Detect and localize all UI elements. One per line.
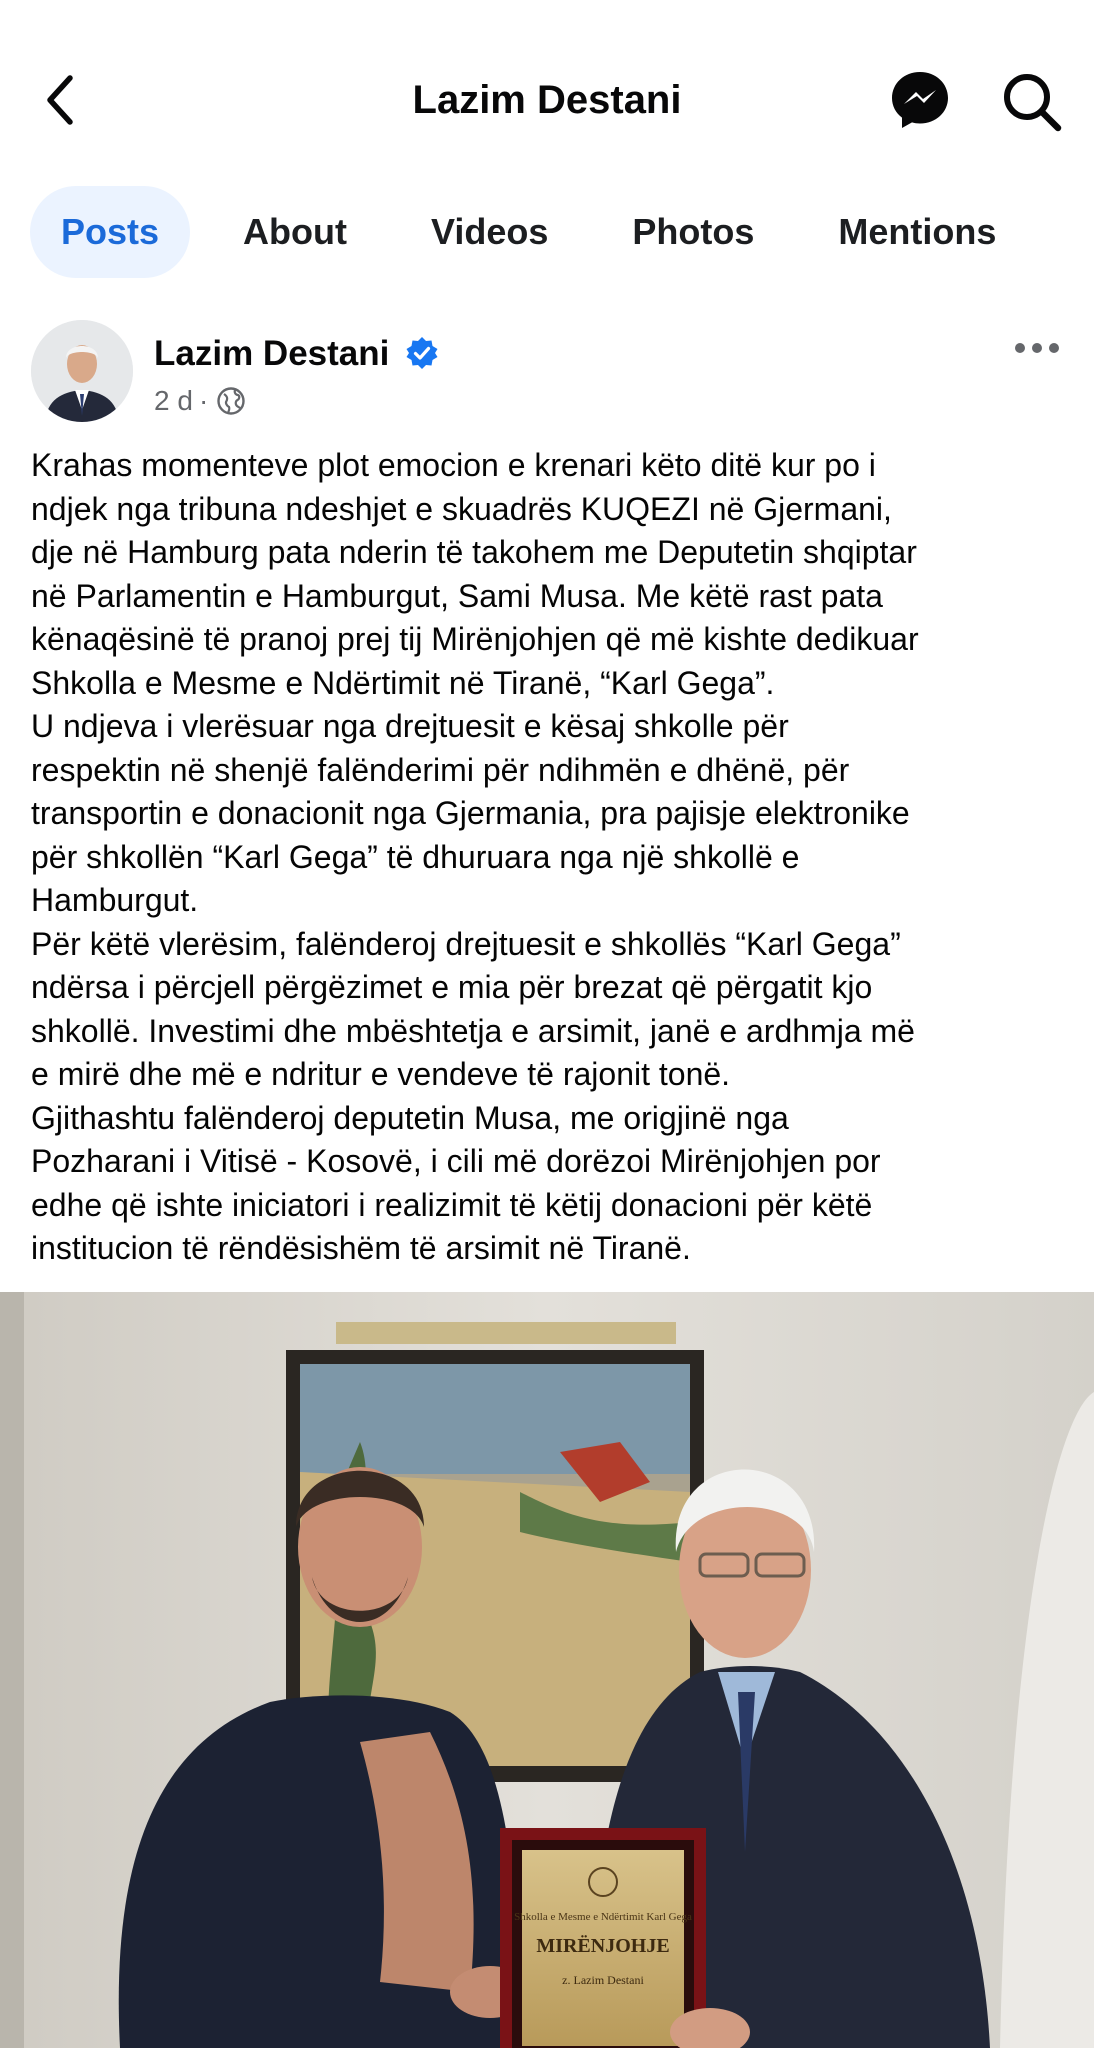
profile-tabs xyxy=(30,186,1027,278)
messenger-button[interactable] xyxy=(890,70,950,130)
post-text: Krahas momenteve plot emocion e krenari këto ditë kur po i ndjek nga tribuna ndeshjet e skuadrës KUQEZI në Gjermani, dje në Hamburg pata nderin të takohem me Deputetin shqiptar në Parlamentin e Hamburgut, Sami Musa. Me këtë rast pata kënaqësinë të pranoj prej tij Mirënjohjen që më kishte dedikuar Shkolla e Mesme e Ndërtimit në Tiranë, “Karl Gega”. U ndjeva i vlerësuar nga drejtuesit e kësaj shkolle për respektin në shenjë falënderimi për ndihmën e dhënë, për transportin e donacionit nga Gjermania, pra pajisje elektronike për shkollën “Karl Gega” të dhuruara nga një shkollë e Hamburgut. Për këtë vlerësim, falënderoj drejtuesit e shkollës “Karl Gega” ndërsa i përcjell përgëzimet e mia për brezat që përgatit kjo shkollë. Investimi dhe mbështetja e arsimit, janë e ardhmja më e mirë dhe më e ndritur e vendeve të rajonit tonë. Gjithashtu falënderoj deputetin Musa, me origjinë nga Pozharani i Vitisë - Kosovë, i cili më dorëzoi Mirënjohjen por edhe që ishte iniciatori i realizimit të këtij donacioni për këtë institucion të rëndësishëm të arsimit në Tiranë. xyxy=(31,447,919,1266)
post-meta xyxy=(154,382,246,420)
more-options-icon[interactable] xyxy=(1012,338,1062,358)
post-time[interactable]: 2 d xyxy=(154,385,193,416)
meta-separator: · xyxy=(198,385,209,416)
verified-badge-icon xyxy=(405,336,439,370)
post-header xyxy=(0,320,1094,430)
page-title: Lazim Destani xyxy=(412,78,682,122)
photo-illustration xyxy=(0,1292,1094,2048)
top-bar xyxy=(0,0,1094,190)
search-icon xyxy=(1000,70,1064,134)
messenger-icon xyxy=(890,70,950,130)
plaque-title-text: MIRËNJOHJE xyxy=(536,1935,670,1957)
tab-photos[interactable]: Photos xyxy=(632,211,755,252)
plaque-recipient-text: z. Lazim Destani xyxy=(562,1973,644,1987)
avatar-photo xyxy=(31,320,133,422)
plaque-header-text: Shkolla e Mesme e Ndërtimit Karl Gega xyxy=(514,1911,692,1923)
tab-posts[interactable]: Posts xyxy=(30,186,190,278)
tab-about[interactable]: About xyxy=(243,211,348,252)
author-name[interactable]: Lazim Destani xyxy=(154,334,390,373)
search-button[interactable] xyxy=(1000,70,1064,134)
avatar[interactable] xyxy=(31,320,133,422)
post-photo[interactable] xyxy=(0,1292,1094,2048)
tab-mentions[interactable]: Mentions xyxy=(838,211,997,252)
globe-icon xyxy=(216,386,246,416)
tab-videos[interactable]: Videos xyxy=(431,211,549,252)
